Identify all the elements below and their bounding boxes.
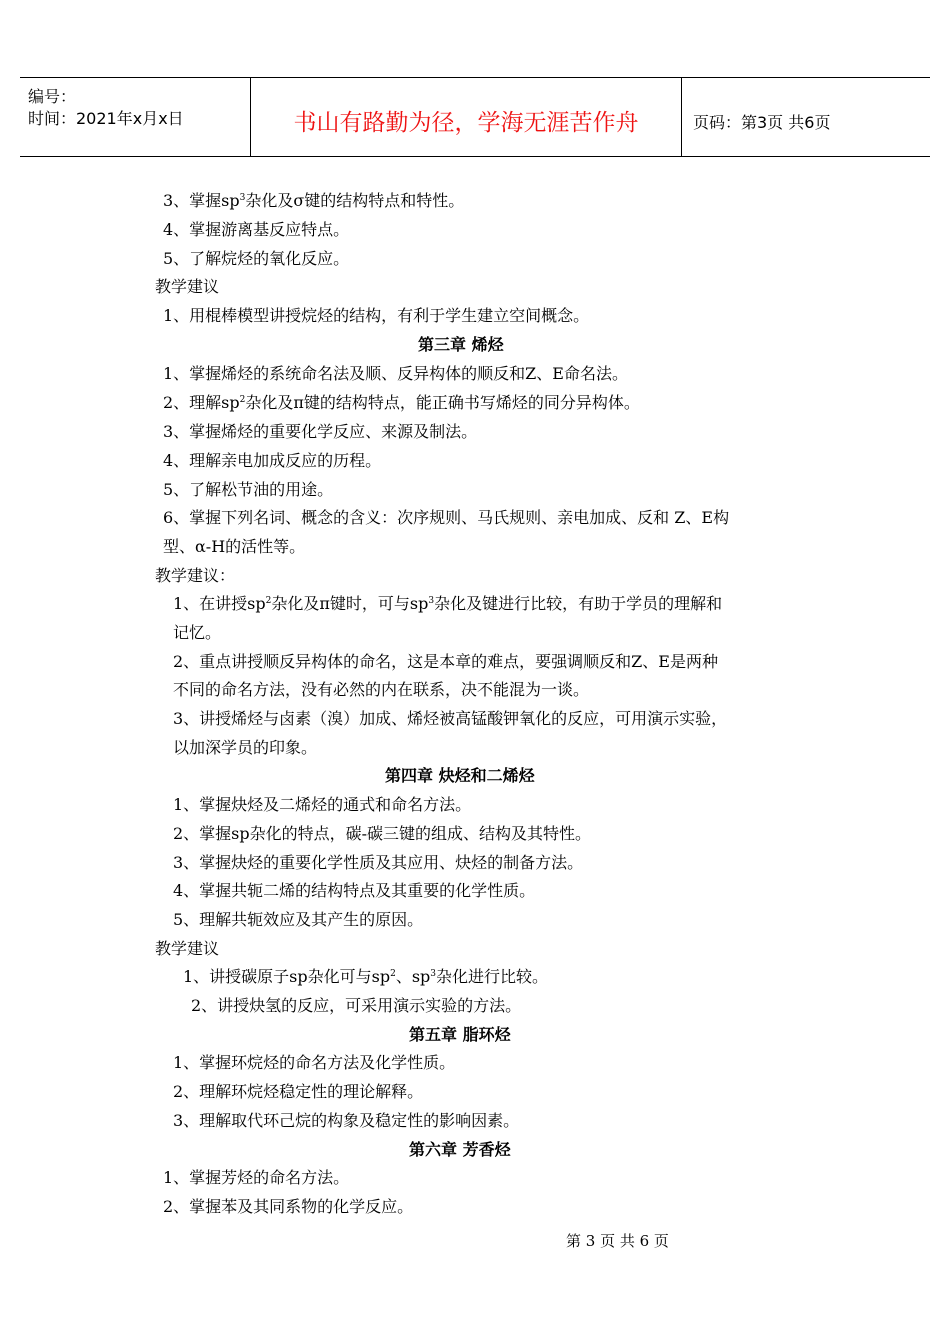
list-item: 2、理解环烷烃稳定性的理论解释。 bbox=[173, 1082, 424, 1101]
list-item: 3、掌握烯烃的重要化学反应、来源及制法。 bbox=[163, 422, 478, 441]
list-item: 1、讲授碳原子sp杂化可与$sp^2$、$sp^3$杂化进行比较。 bbox=[183, 967, 549, 986]
list-item: 3、掌握炔烃的重要化学性质及其应用、炔烃的制备方法。 bbox=[173, 853, 584, 872]
list-item-continued: 型、α-H的活性等。 bbox=[163, 537, 306, 556]
header-meta-cell bbox=[20, 78, 250, 156]
suggestion-title: 教学建议： bbox=[155, 566, 236, 585]
list-item: 3、理解取代环己烷的构象及稳定性的影响因素。 bbox=[173, 1111, 520, 1130]
header-page-label: 页码：第3页 共6页 bbox=[693, 113, 831, 132]
list-item: 4、掌握游离基反应特点。 bbox=[163, 220, 350, 239]
time-label: 时间：2021年x月x日 bbox=[28, 109, 184, 128]
chapter-heading: 第五章 脂环烃 bbox=[409, 1025, 511, 1044]
list-item: 3、讲授烯烃与卤素（溴）加成、烯烃被高锰酸钾氧化的反应，可用演示实验， bbox=[173, 709, 728, 728]
chapter-heading: 第四章 炔烃和二烯烃 bbox=[385, 766, 535, 785]
list-item: 4、理解亲电加成反应的历程。 bbox=[163, 451, 382, 470]
list-item: 1、掌握烯烃的系统命名法及顺、反异构体的顺反和Z、E命名法。 bbox=[163, 364, 628, 383]
list-item: 2、理解$sp^2$杂化及π键的结构特点，能正确书写烯烃的同分异构体。 bbox=[163, 393, 640, 412]
list-item: 2、掌握sp杂化的特点，碳-碳三键的组成、结构及其特性。 bbox=[173, 824, 592, 843]
list-item-continued: 不同的命名方法，没有必然的内在联系，决不能混为一谈。 bbox=[173, 680, 590, 699]
list-item: 1、掌握环烷烃的命名方法及化学性质。 bbox=[173, 1053, 456, 1072]
list-item: 2、讲授炔氢的反应，可采用演示实验的方法。 bbox=[191, 996, 522, 1015]
list-item: 2、重点讲授顺反异构体的命名，这是本章的难点，要强调顺反和Z、E是两种 bbox=[173, 652, 718, 671]
chapter-heading: 第六章 芳香烃 bbox=[409, 1140, 511, 1159]
list-item: 3、掌握$sp^3$杂化及σ键的结构特点和特性。 bbox=[163, 191, 465, 210]
list-item: 2、掌握苯及其同系物的化学反应。 bbox=[163, 1197, 414, 1216]
suggestion-title: 教学建议 bbox=[155, 939, 220, 958]
list-item: 6、掌握下列名词、概念的含义：次序规则、马氏规则、亲电加成、反和 Z、E构 bbox=[163, 508, 730, 527]
list-item: 5、了解松节油的用途。 bbox=[163, 480, 334, 499]
motto: 书山有路勤为径，学海无涯苦作舟 bbox=[293, 110, 639, 136]
list-item: 5、了解烷烃的氧化反应。 bbox=[163, 249, 350, 268]
header-motto-cell bbox=[250, 78, 682, 156]
page-header bbox=[20, 77, 930, 157]
list-item: 5、理解共轭效应及其产生的原因。 bbox=[173, 910, 424, 929]
list-item: 1、掌握炔烃及二烯烃的通式和命名方法。 bbox=[173, 795, 472, 814]
list-item: 1、在讲授$sp^2$杂化及π键时，可与$sp^3$杂化及键进行比较，有助于学员的理解和 bbox=[173, 594, 723, 613]
list-item-continued: 记忆。 bbox=[173, 623, 222, 642]
list-item-continued: 以加深学员的印象。 bbox=[173, 738, 318, 757]
list-item: 1、掌握芳烃的命名方法。 bbox=[163, 1168, 350, 1187]
list-item: 1、用棍棒模型讲授烷烃的结构，有利于学生建立空间概念。 bbox=[163, 306, 590, 325]
page-footer: 第 3 页 共 6 页 bbox=[566, 1232, 669, 1250]
list-item: 4、掌握共轭二烯的结构特点及其重要的化学性质。 bbox=[173, 881, 536, 900]
suggestion-title: 教学建议 bbox=[155, 277, 220, 296]
chapter-heading: 第三章 烯烃 bbox=[418, 335, 504, 354]
header-page-cell bbox=[681, 78, 930, 156]
number-label: 编号： bbox=[28, 87, 77, 106]
